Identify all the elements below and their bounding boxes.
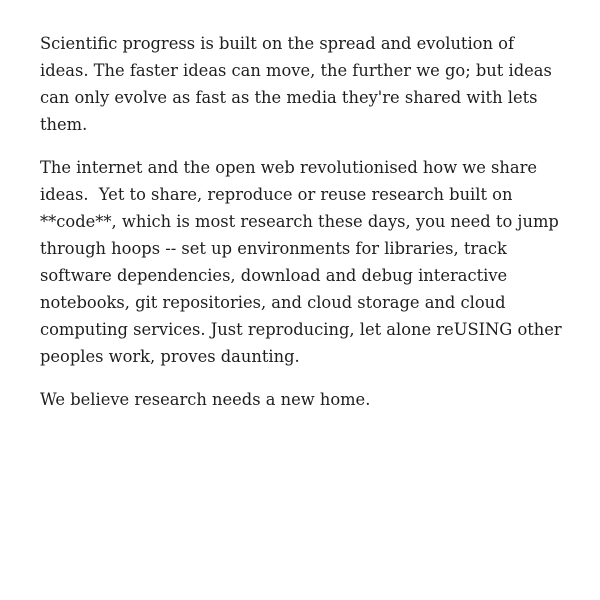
paragraph-ideas: Scientific progress is built on the spread and evolution of ideas. The faster ideas can move, the further we go; but ideas can only evolve as fast as the media they're shared with lets them.: [40, 34, 557, 134]
paragraph-new-home: We believe research needs a new home.: [40, 390, 371, 409]
document-body: [40, 30, 565, 429]
paragraph-open-web: The internet and the open web revolutionised how we share ideas. Yet to share, reproduce or reuse research built on **code**, which is most research these days, you need to jump through hoops -- set up environments for libraries, track software dependencies, download and debug interactive notebooks, git repositories, and cloud storage and cloud computing services. Just reproducing, let alone reUSING other peoples work, proves daunting.: [40, 158, 567, 366]
